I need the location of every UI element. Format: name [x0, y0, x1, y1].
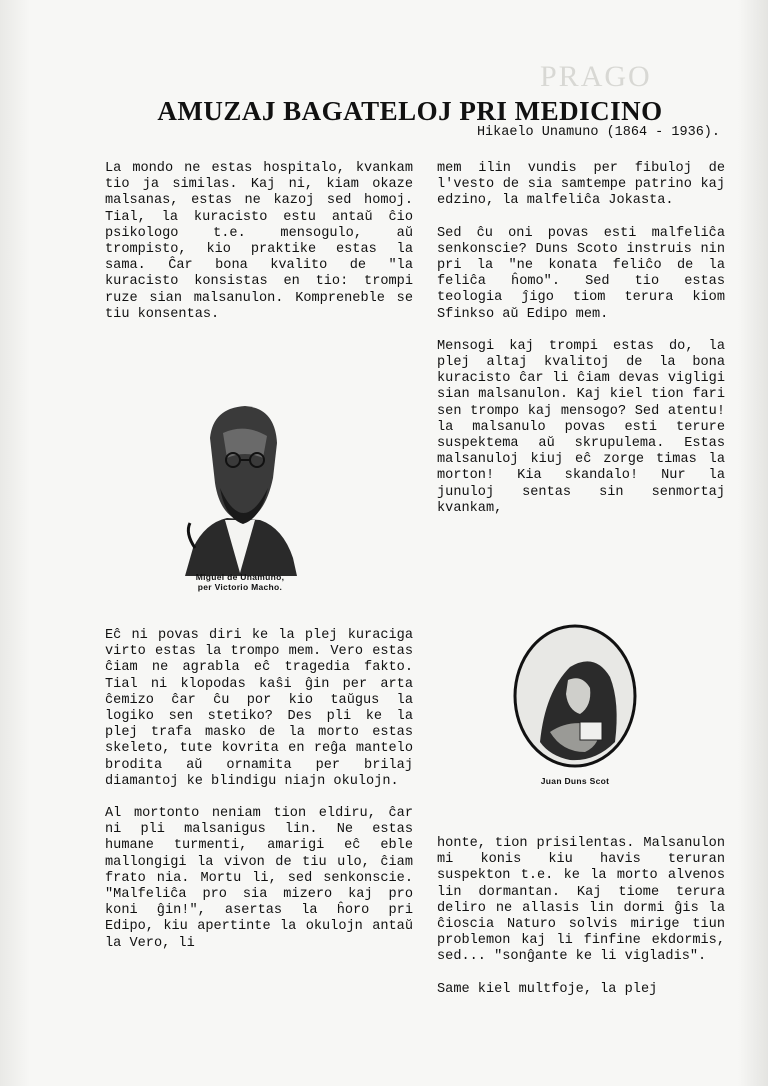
- unamuno-portrait-image: [165, 398, 315, 576]
- paragraph: mem ilin vundis per fibuloj de l'vesto de sia samtempe patrino kaj edzino, la malfeliĉa Jokasta.: [437, 161, 725, 209]
- duns-scot-portrait-image: [510, 622, 640, 770]
- unamuno-figure: [165, 398, 315, 592]
- unamuno-caption-line2: per Victorio Macho.: [197, 582, 283, 592]
- paragraph: Same kiel multfoje, la plej: [437, 981, 658, 997]
- right-column-bottom: [437, 836, 725, 1014]
- article-title: AMUZAJ BAGATELOJ PRI MEDICINO: [157, 96, 663, 126]
- author-line: Hikaelo Unamuno (1864 - 1936).: [476, 125, 720, 140]
- paragraph: La mondo ne estas hospitalo, kvankam tio ja similas. Kaj ni, kiam okaze malsanas, estas ne kazoj sed homoj. Tial, la kuracisto estu antaŭ ĉio psikologo t.e. mensogulo, aŭ trompisto, kio praktike estas la sama. Ĉar bona kvalito de "la kuracisto konsistas en tio: trompi ruze sian malsanulon. Kompreneble se tiu konsentas.: [105, 161, 413, 322]
- paragraph: Sed ĉu oni povas esti malfeliĉa senkonscie? Duns Scoto instruis nin pri la "ne konata feliĉo de la feliĉa ĥomo". Sed tio estas teologia ĵigo tiom terura kiom Sfinkso aŭ Edipo mem.: [437, 225, 725, 322]
- duns-scot-figure: [510, 622, 640, 786]
- left-column-top: [105, 161, 413, 339]
- right-column-top: [437, 161, 725, 533]
- left-column-bottom: [105, 628, 413, 968]
- show-through-text: PRAGO: [540, 60, 652, 93]
- paragraph: honte, tion prisilentas. Malsanulon mi konis kiu havis teruran suspekton t.e. ke la morto alvenos lin dormantan. Kaj tiome terura deliro ne allasis lin dormi ĝis la ĉioscia Naturo solvis mirige tiun problemon kaj li finfine ekdormis, sed... "sonĝante ke li vigladis".: [437, 836, 725, 965]
- duns-scot-caption: Juan Duns Scot: [540, 776, 610, 786]
- paragraph: Eĉ ni povas diri ke la plej kuraciga virto estas la trompo mem. Vero estas ĉiam ne agrabla eĉ tragedia fakto. Tial ni klopodas kaŝi ĝin per arta ĉemizo ĉar ĉu por kio taŭgus la logiko sen stetiko? Des pli ke la plej trafa masko de la morto estas skeleto, tute kovrita en reĝa mantelo brodita aŭ ornamita per brilaj diamantoj ke blindigu niajn okulojn.: [105, 628, 413, 789]
- paragraph: Mensogi kaj trompi estas do, la plej altaj kvalitoj de la bona kuracisto ĉar li ĉiam devas vigligi sian malsanulon. Kaj kiel tion fari sen trompo kaj mensogo? Sed atentu! la malsanulo povas esti terure suspektema aŭ skrupulema. Estas malsanuloj kiuj eĉ zorge timas la morton! Kia skandalo! Nur la junuloj sentas sin senmortaj kvankam,: [437, 338, 725, 516]
- unamuno-caption-line1: Miguel de Unamuno,: [195, 572, 285, 582]
- paragraph: Al mortonto neniam tion eldiru, ĉar ni pli malsanigus lin. Ne estas humane turmenti, amarigi eĉ eble mallongigi la vivon de tiu ulo, ĉiam frato nia. Mortu li, sed senkonscie. "Malfeliĉa pro sia mizero kaj pro koni ĝin!", asertas la ĥoro pri Edipo, kiu apertinte la okulojn antaŭ la Vero, li: [105, 806, 413, 951]
